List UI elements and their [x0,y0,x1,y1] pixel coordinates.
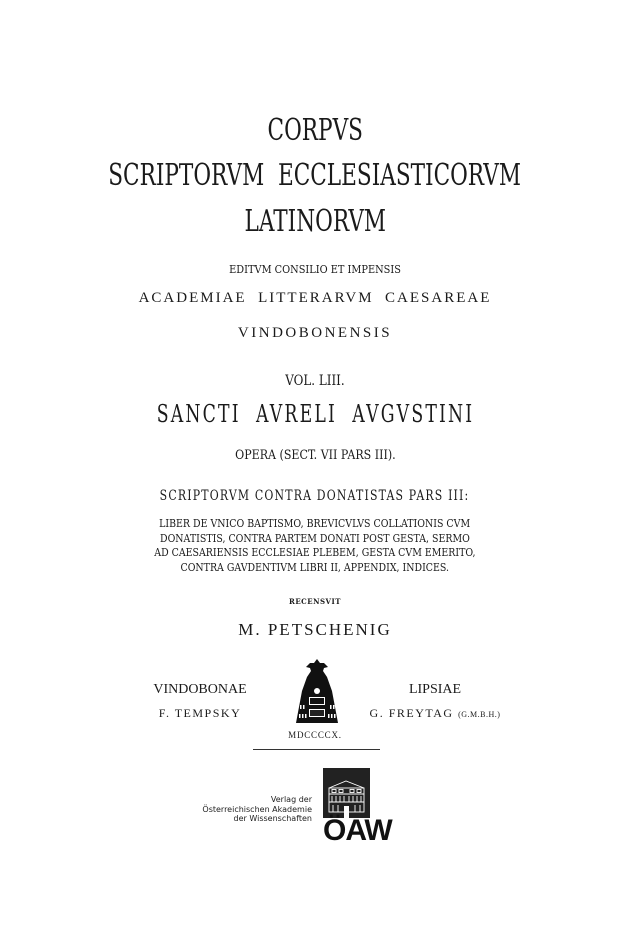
right-publisher-name: G. FREYTAG [369,706,454,720]
editum-line: EDITVM CONSILIO ET IMPENSIS [229,262,401,276]
footer-publisher-line: Österreichischen Akademie [202,804,312,814]
imprint-left-publisher: F. TEMPSKY [158,706,242,720]
contents-line: AD CAESARIENSIS ECCLESIAE PLEBEM, GESTA CVM EMERITO, [154,545,476,559]
academy-name: ACADEMIAE LITTERARVM CAESAREAE [138,290,492,306]
author-name: SANCTI AVRELI AVGVSTINI [156,400,474,428]
oaw-logo-text: ÖAW [323,814,392,847]
footer-publisher-line: der Wissenschaften [233,814,312,823]
right-publisher-suffix: (G.M.B.H.) [458,710,501,719]
printer-emblem-icon [294,657,340,725]
contents-list [0,516,630,574]
series-title-line-3: LATINORVM [244,204,386,239]
divider-rule [253,749,380,750]
footer-publisher-text [202,795,312,824]
contents-line: LIBER DE VNICO BAPTISMO, BREVICVLVS COLLATIONIS CVM [159,516,471,530]
footer-publisher-line: Verlag der [270,795,312,804]
publication-year: MDCCCCX. [288,730,342,740]
part-title: SCRIPTORVM CONTRA DONATISTAS PARS III: [160,488,470,504]
imprint-left-city: VINDOBONAE [153,682,247,697]
series-title-line-2: SCRIPTORVM ECCLESIASTICORVM [108,158,522,193]
recensuit-label: RECENSVIT [289,597,341,606]
imprint-right-city: LIPSIAE [408,682,462,697]
series-title-line-1: CORPVS [267,113,363,148]
academy-city: VINDOBONENSIS [237,325,393,341]
opera-section: OPERA (SECT. VII PARS III). [234,448,396,463]
academy-building-icon [323,768,370,818]
contents-line: CONTRA GAVDENTIVM LIBRI II, APPENDIX, INDICES. [180,559,450,574]
imprint-right-publisher [365,706,505,721]
editor-name: M. PETSCHENIG [238,620,392,639]
contents-line: DONATISTIS, CONTRA PARTEM DONATI POST GESTA, SERMO [160,530,470,545]
volume-number: VOL. LIII. [285,373,345,389]
